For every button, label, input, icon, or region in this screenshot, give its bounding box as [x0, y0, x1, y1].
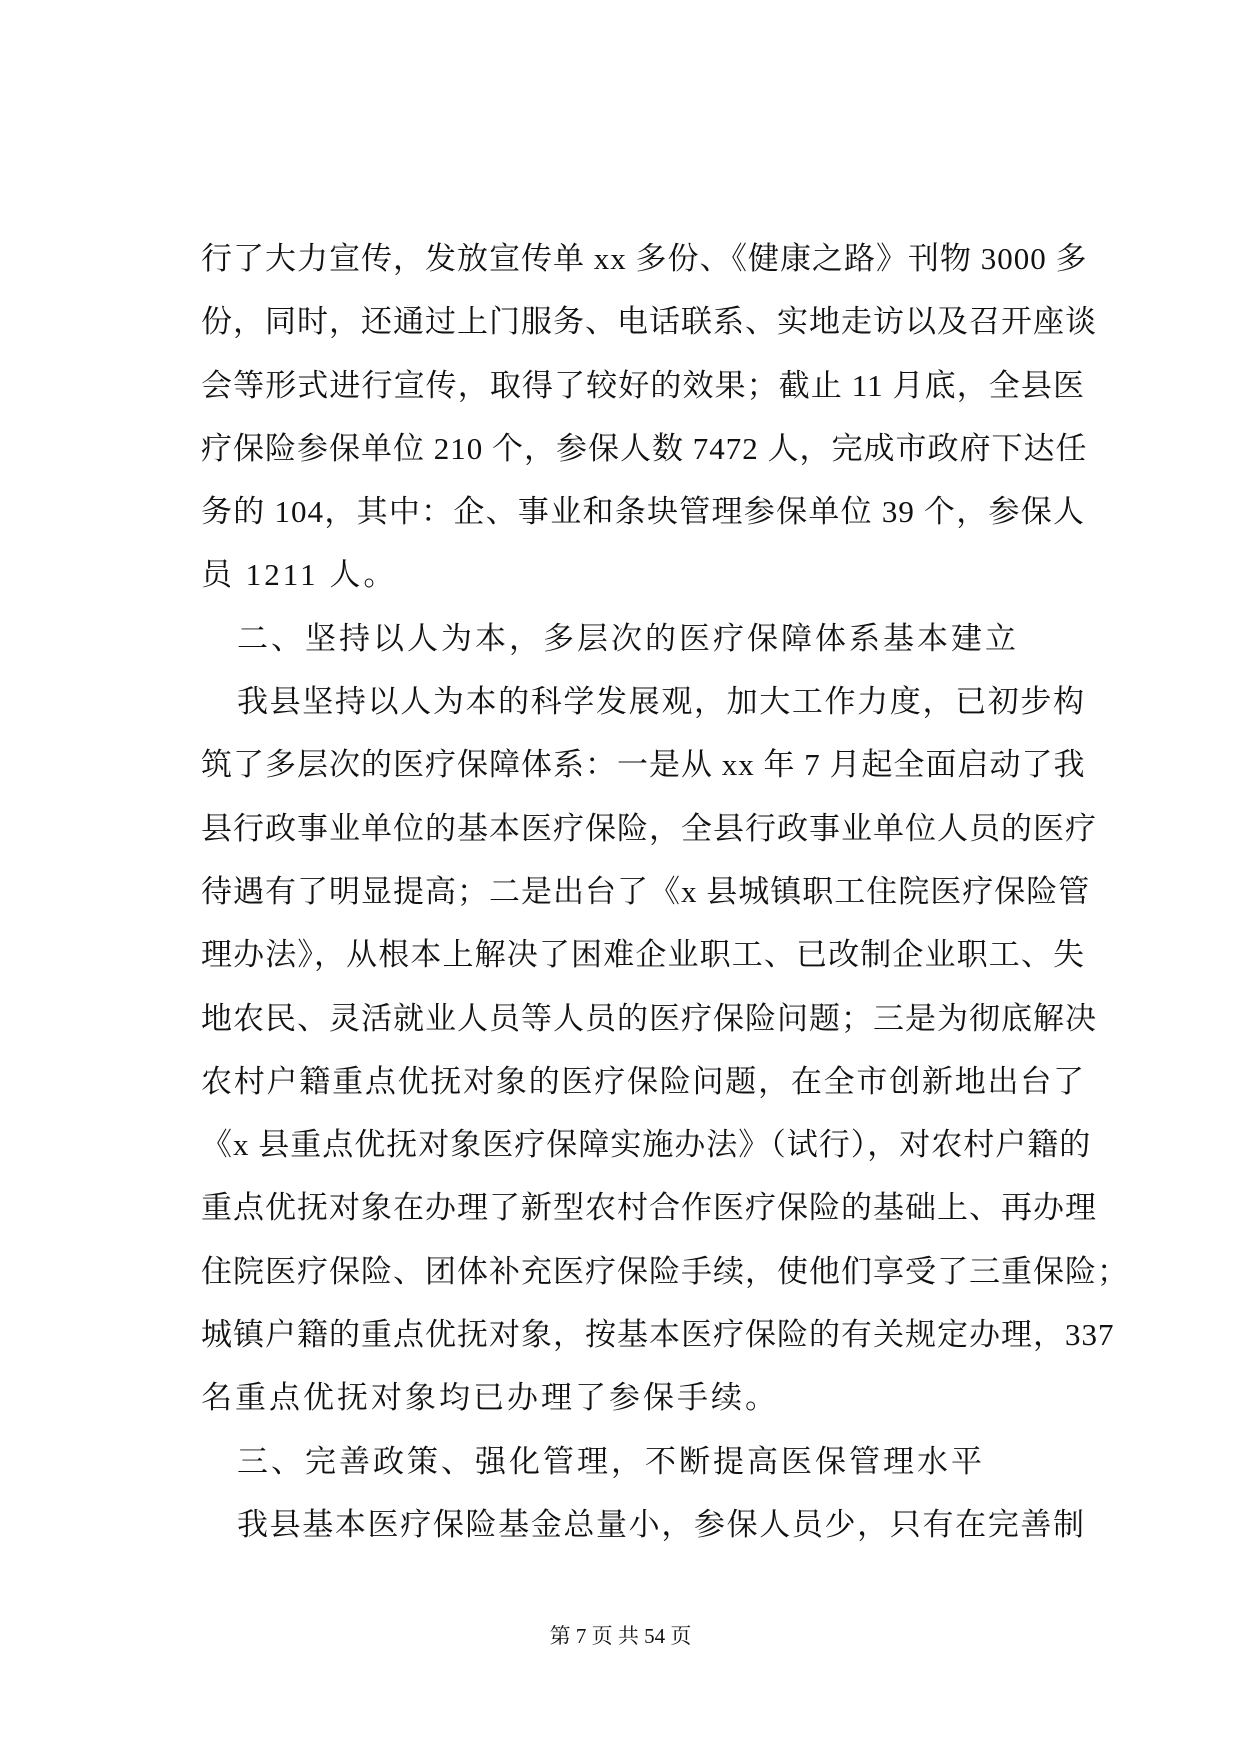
- text-line: 我县坚持以人为本的科学发展观，加大工作力度，已初步构: [237, 684, 1085, 720]
- text-line: 农村户籍重点优抚对象的医疗保险问题，在全市创新地出台了: [201, 1063, 1085, 1099]
- document-body: [201, 227, 1129, 1556]
- section-heading-3: 三、完善政策、强化管理，不断提高医保管理水平: [237, 1443, 985, 1479]
- text-line: 份，同时，还通过上门服务、电话联系、实地走访以及召开座谈: [201, 304, 1097, 340]
- text-line: 筑了多层次的医疗保障体系：一是从 xx 年 7 月起全面启动了我: [201, 747, 1086, 783]
- text-line: 务的 104，其中：企、事业和条块管理参保单位 39 个，参保人: [201, 494, 1085, 530]
- text-line: 会等形式进行宣传，取得了较好的效果；截止 11 月底，全县医: [201, 367, 1085, 403]
- text-line: 员 1211 人。: [201, 557, 398, 593]
- text-line: 重点优抚对象在办理了新型农村合作医疗保险的基础上、再办理: [201, 1190, 1097, 1226]
- text-line: 城镇户籍的重点优抚对象，按基本医疗保险的有关规定办理，337: [201, 1317, 1115, 1353]
- text-line: 《x 县重点优抚对象医疗保障实施办法》（试行），对农村户籍的: [201, 1127, 1092, 1163]
- text-line: 理办法》，从根本上解决了困难企业职工、已改制企业职工、失: [201, 937, 1085, 973]
- section-heading-2: 二、坚持以人为本，多层次的医疗保障体系基本建立: [237, 620, 1019, 656]
- text-line: 名重点优抚对象均已办理了参保手续。: [201, 1380, 779, 1416]
- text-line: 疗保险参保单位 210 个，参保人数 7472 人，完成市政府下达任: [201, 430, 1088, 466]
- text-line: 行了大力宣传，发放宣传单 xx 多份、《健康之路》刊物 3000 多: [201, 241, 1088, 276]
- text-line: 县行政事业单位的基本医疗保险，全县行政事业单位人员的医疗: [201, 810, 1097, 846]
- page-number: 第 7 页 共 54 页: [549, 1624, 692, 1648]
- text-line: 地农民、灵活就业人员等人员的医疗保险问题；三是为彻底解决: [201, 1000, 1097, 1036]
- text-line: 我县基本医疗保险基金总量小，参保人员少，只有在完善制: [237, 1506, 1085, 1542]
- text-line: 待遇有了明显提高；二是出台了《x 县城镇职工住院医疗保险管: [201, 873, 1091, 909]
- text-line: 住院医疗保险、团体补充医疗保险手续，使他们享受了三重保险；: [201, 1253, 1129, 1289]
